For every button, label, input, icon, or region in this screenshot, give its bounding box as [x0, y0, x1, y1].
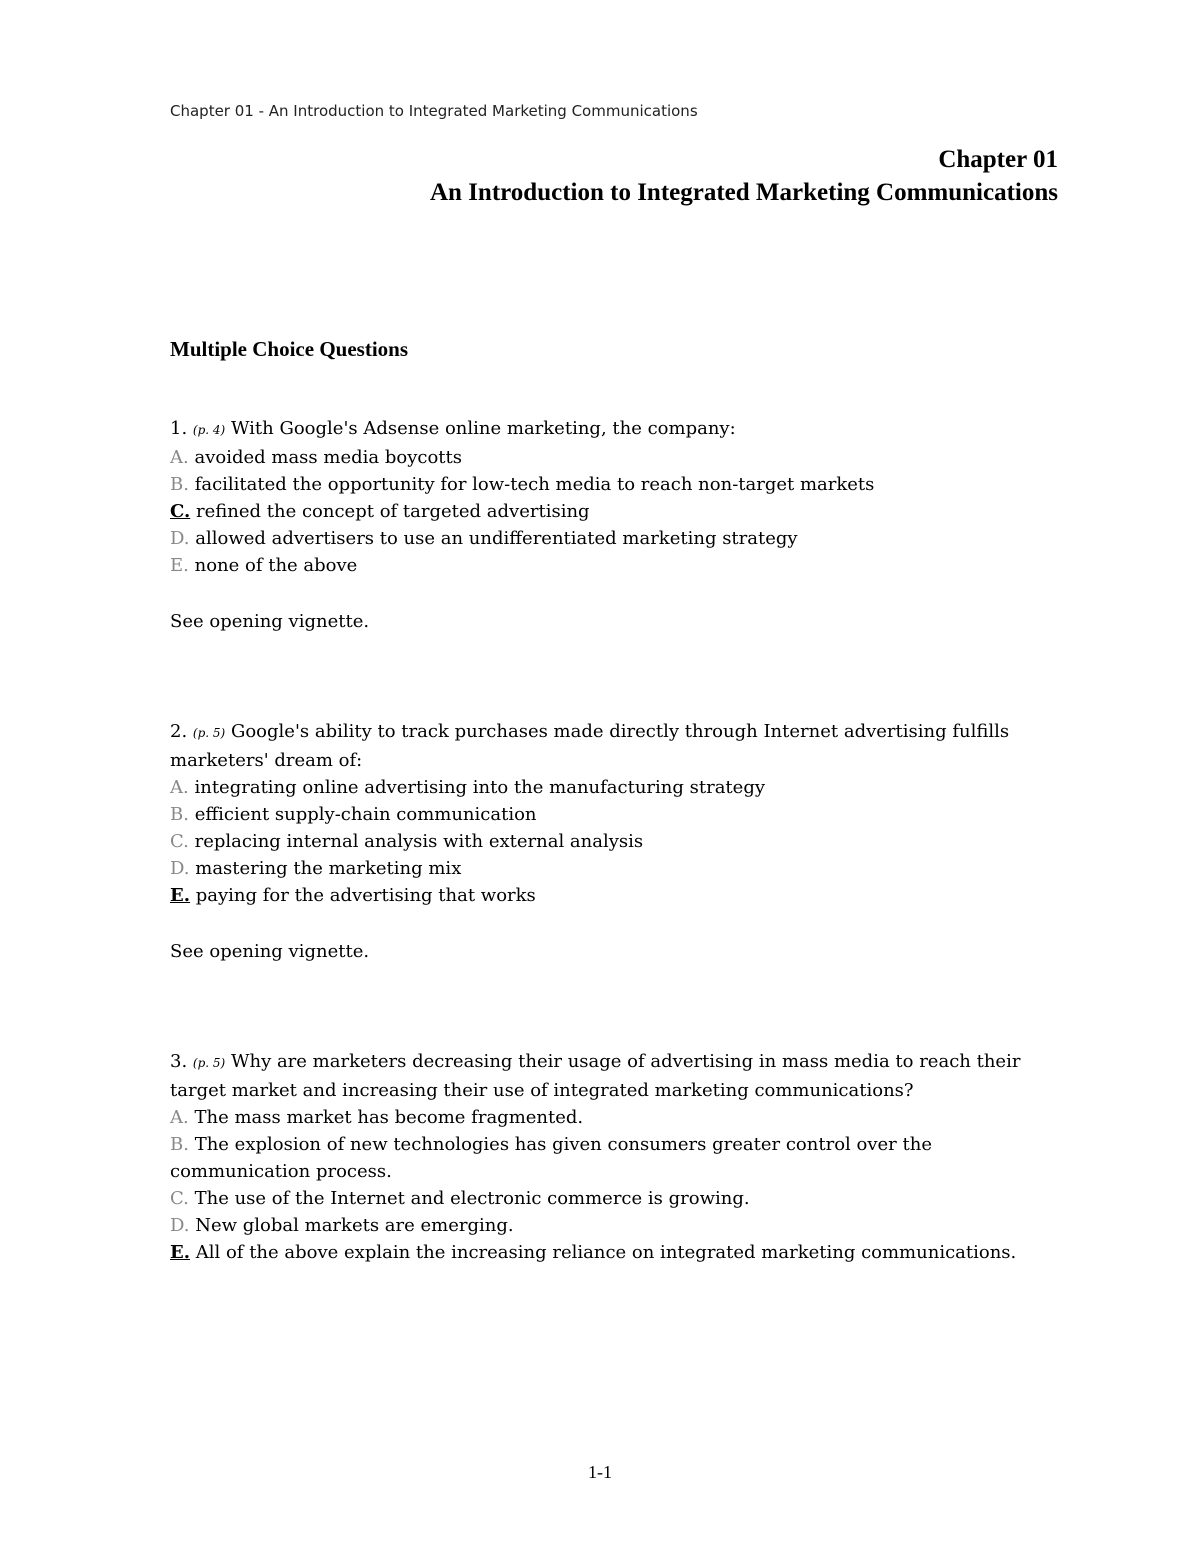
option-letter: D. [170, 1215, 190, 1236]
title-block [430, 143, 1058, 209]
question-2 [170, 718, 1070, 965]
option-a [170, 1104, 1070, 1131]
option-letter: E. [170, 1242, 190, 1263]
question-1 [170, 415, 1070, 635]
option-letter: D. [170, 528, 190, 549]
option-text: replacing internal analysis with external analysis [194, 831, 644, 852]
page-reference: (p. 4) [192, 423, 226, 437]
option-letter: A. [170, 777, 189, 798]
option-letter: E. [170, 555, 189, 576]
option-d [170, 525, 1070, 552]
option-text: All of the above explain the increasing reliance on integrated marketing communications. [195, 1242, 1017, 1263]
option-e-correct [170, 882, 1070, 909]
option-letter: C. [170, 501, 191, 522]
option-text: avoided mass media boycotts [194, 447, 462, 468]
explanation: See opening vignette. [170, 941, 370, 962]
option-letter: B. [170, 474, 189, 495]
option-text: refined the concept of targeted advertising [196, 501, 590, 522]
page-reference: (p. 5) [192, 1056, 226, 1070]
option-text: efficient supply-chain communication [194, 804, 537, 825]
question-number: 3. [170, 1051, 188, 1072]
option-c [170, 1185, 1070, 1212]
option-text: The explosion of new technologies has given consumers greater control over the communication process. [170, 1134, 932, 1182]
option-b [170, 471, 1070, 498]
question-number: 1. [170, 418, 188, 439]
option-b [170, 1131, 1070, 1185]
running-header: Chapter 01 - An Introduction to Integrated Marketing Communications [170, 102, 698, 120]
option-letter: C. [170, 1188, 189, 1209]
option-letter: D. [170, 858, 190, 879]
option-text: The use of the Internet and electronic commerce is growing. [194, 1188, 750, 1209]
option-d [170, 1212, 1070, 1239]
question-stem [170, 718, 1070, 774]
explanation: See opening vignette. [170, 611, 370, 632]
option-e-correct [170, 1239, 1070, 1266]
question-stem [170, 415, 1070, 444]
option-text: The mass market has become fragmented. [194, 1107, 584, 1128]
question-text: Why are marketers decreasing their usage of advertising in mass media to reach their target market and increasing their use of integrated marketing communications? [170, 1051, 1021, 1101]
chapter-title: Chapter 01 [938, 146, 1058, 173]
question-number: 2. [170, 721, 188, 742]
option-a [170, 774, 1070, 801]
option-c-correct [170, 498, 1070, 525]
option-c [170, 828, 1070, 855]
page-reference: (p. 5) [192, 726, 226, 740]
chapter-subtitle: An Introduction to Integrated Marketing Communications [429, 179, 1058, 206]
section-heading: Multiple Choice Questions [170, 337, 409, 361]
option-text: none of the above [194, 555, 358, 576]
question-3 [170, 1048, 1070, 1266]
question-stem [170, 1048, 1070, 1104]
option-text: facilitated the opportunity for low-tech media to reach non-target markets [194, 474, 875, 495]
page-number: 1-1 [588, 1462, 612, 1482]
option-letter: C. [170, 831, 189, 852]
option-b [170, 801, 1070, 828]
option-d [170, 855, 1070, 882]
option-letter: A. [170, 1107, 189, 1128]
question-text: Google's ability to track purchases made directly through Internet advertising fulfills marketers' dream of: [170, 721, 1010, 771]
option-letter: B. [170, 1134, 189, 1155]
option-text: New global markets are emerging. [195, 1215, 514, 1236]
option-letter: E. [170, 885, 190, 906]
option-text: paying for the advertising that works [195, 885, 536, 906]
option-a [170, 444, 1070, 471]
option-text: allowed advertisers to use an undifferentiated marketing strategy [195, 528, 798, 549]
option-letter: A. [170, 447, 189, 468]
option-e [170, 552, 1070, 579]
option-text: integrating online advertising into the manufacturing strategy [194, 777, 766, 798]
option-letter: B. [170, 804, 189, 825]
option-text: mastering the marketing mix [195, 858, 462, 879]
question-text: With Google's Adsense online marketing, the company: [230, 418, 736, 439]
